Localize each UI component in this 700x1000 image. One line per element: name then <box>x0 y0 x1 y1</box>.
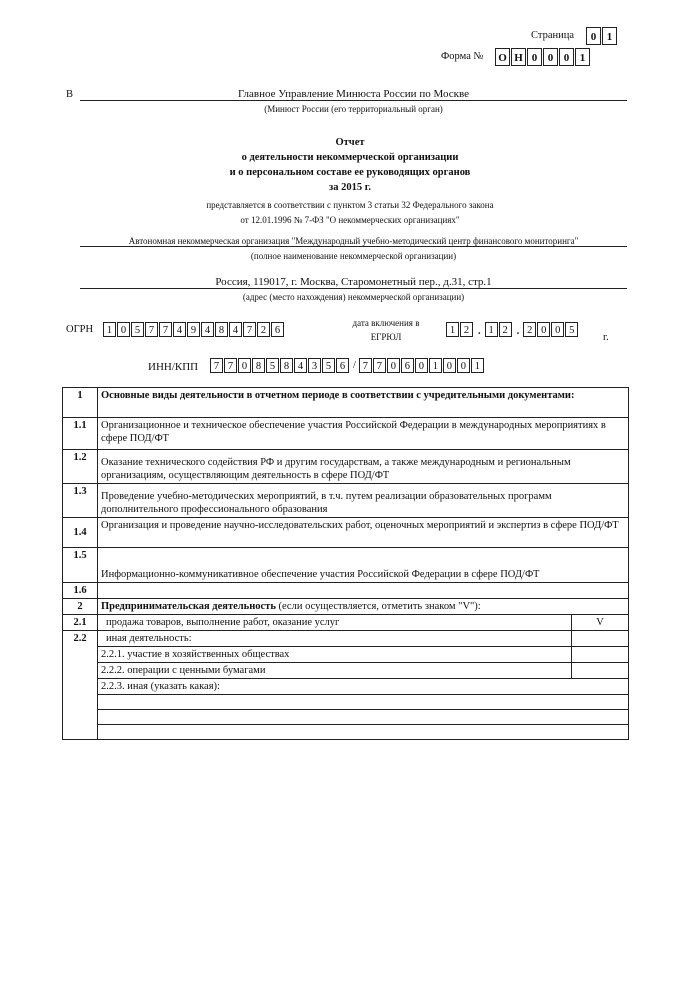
row-number: 1.6 <box>63 583 98 599</box>
title-year: за 2015 г. <box>329 182 371 193</box>
row-number: 1.2 <box>63 450 98 484</box>
inn-kpp-slash: / <box>353 360 356 371</box>
digit-cell: 8 <box>215 322 228 337</box>
table-row <box>63 418 629 450</box>
digit-cell: 0 <box>117 322 130 337</box>
digit-cell: 0 <box>238 358 251 373</box>
digit-cell: 4 <box>201 322 214 337</box>
table-row <box>63 679 629 695</box>
inn-kpp-cells <box>210 358 485 373</box>
digit-cell: Н <box>511 48 526 66</box>
form-label: Форма № <box>441 51 484 62</box>
digit-cell: 7 <box>243 322 256 337</box>
row-text: иная деятельность: <box>98 631 572 647</box>
ogrn-label: ОГРН <box>66 324 94 335</box>
egrul-label-line2: ЕГРЮЛ <box>370 332 402 342</box>
table-row <box>63 388 629 418</box>
digit-cell: 1 <box>429 358 442 373</box>
digit-cell: 5 <box>565 322 578 337</box>
row-text <box>98 583 629 599</box>
v-mark <box>572 663 629 679</box>
digit-cell: 5 <box>266 358 279 373</box>
inn-kpp-label: ИНН/КПП <box>148 361 199 373</box>
legal-basis-line2: от 12.01.1996 № 7-ФЗ "О некоммерческих организациях" <box>240 215 460 225</box>
v-mark: V <box>572 615 629 631</box>
page-label: Страница <box>531 30 575 41</box>
row-text: Организационное и техническое обеспечение участия Российской Федерации в международных мероприятиях в сфере ПОД/ФТ <box>98 418 629 450</box>
digit-cell: 0 <box>457 358 470 373</box>
organization-address: Россия, 119017, г. Москва, Старомонетный пер., д.31, стр.1 <box>80 276 627 289</box>
digit-cell: 7 <box>159 322 172 337</box>
table-row <box>63 710 629 725</box>
row-text: 2.2.2. операции с ценными бумагами <box>98 663 572 679</box>
digit-cell: 5 <box>322 358 335 373</box>
digit-cell: 7 <box>210 358 223 373</box>
title-line1: Отчет <box>335 137 365 148</box>
row-text: 2.2.3. иная (указать какая): <box>98 679 629 695</box>
digit-cell: 1 <box>602 27 617 45</box>
form-number-cells <box>495 48 591 66</box>
digit-cell: О <box>495 48 510 66</box>
digit-cell: 6 <box>336 358 349 373</box>
digit-cell: 1 <box>471 358 484 373</box>
ogrn-cells <box>103 322 285 337</box>
digit-cell: 8 <box>252 358 265 373</box>
digit-cell: 3 <box>308 358 321 373</box>
table-row <box>63 647 629 663</box>
authority-caption: (Минюст России (его территориальный орган) <box>264 104 443 114</box>
digit-cell: 7 <box>224 358 237 373</box>
digit-cell: 9 <box>187 322 200 337</box>
digit-cell: 1 <box>575 48 590 66</box>
row-text: Оказание технического содействия РФ и другим государствам, а также международным и региональным организациям, осуществляющим деятельность в сфере ПОД/ФТ <box>98 450 629 484</box>
digit-cell: 0 <box>559 48 574 66</box>
digit-cell: 5 <box>131 322 144 337</box>
egrul-date-cells <box>446 322 579 337</box>
table-row <box>63 583 629 599</box>
digit-cell: 7 <box>145 322 158 337</box>
row-text: Информационно-коммуникативное обеспечение участия Российской Федерации в сфере ПОД/ФТ <box>98 548 629 583</box>
authority-prefix: В <box>66 89 74 100</box>
organization-name-caption: (полное наименование некоммерческой организации) <box>250 251 457 261</box>
digit-cell: 0 <box>443 358 456 373</box>
row-text <box>98 599 629 615</box>
digit-cell: 2 <box>499 322 512 337</box>
digit-cell: 0 <box>387 358 400 373</box>
digit-cell: 4 <box>294 358 307 373</box>
title-line2: о деятельности некоммерческой организации <box>241 152 459 163</box>
row-text <box>98 725 629 740</box>
row-number: 1.3 <box>63 484 98 518</box>
digit-cell: 7 <box>373 358 386 373</box>
digit-cell: 6 <box>401 358 414 373</box>
row-number: 2.2 <box>63 631 98 740</box>
organization-address-caption: (адрес (место нахождения) некоммерческой организации) <box>242 292 465 302</box>
table-row <box>63 599 629 615</box>
digit-cell: 1 <box>485 322 498 337</box>
v-mark <box>572 647 629 663</box>
digit-cell: 1 <box>446 322 459 337</box>
row-text <box>98 710 629 725</box>
digit-cell: 0 <box>537 322 550 337</box>
authority-name: Главное Управление Минюста России по Москве <box>80 88 627 101</box>
row-text: продажа товаров, выполнение работ, оказание услуг <box>98 615 572 631</box>
row-number: 1.5 <box>63 548 98 583</box>
date-separator: . <box>516 326 520 337</box>
entrepreneurial-note: (если осуществляется, отметить знаком "V"): <box>275 601 481 612</box>
table-row <box>63 518 629 548</box>
table-row <box>63 631 629 647</box>
date-suffix: г. <box>603 332 609 343</box>
row-number: 1.4 <box>63 518 98 548</box>
entrepreneurial-heading: Предпринимательская деятельность <box>101 601 276 612</box>
digit-cell: 2 <box>257 322 270 337</box>
digit-cell: 6 <box>271 322 284 337</box>
digit-cell: 8 <box>280 358 293 373</box>
table-row <box>63 725 629 740</box>
page-number-cells <box>586 27 618 45</box>
digit-cell: 4 <box>229 322 242 337</box>
digit-cell: 0 <box>415 358 428 373</box>
row-number: 1 <box>63 388 98 418</box>
digit-cell: 0 <box>543 48 558 66</box>
row-text <box>98 695 629 710</box>
table-row <box>63 484 629 518</box>
egrul-label-line1: дата включения в <box>352 318 420 328</box>
digit-cell: 0 <box>586 27 601 45</box>
legal-basis-line1: представляется в соответствии с пунктом 3 статьи 32 Федерального закона <box>206 200 494 210</box>
v-mark <box>572 631 629 647</box>
digit-cell: 7 <box>359 358 372 373</box>
digit-cell: 1 <box>103 322 116 337</box>
row-number: 1.1 <box>63 418 98 450</box>
row-number: 2 <box>63 599 98 615</box>
digit-cell: 4 <box>173 322 186 337</box>
activities-table <box>62 387 629 740</box>
digit-cell: 2 <box>523 322 536 337</box>
digit-cell: 0 <box>527 48 542 66</box>
table-row <box>63 663 629 679</box>
digit-cell: 2 <box>460 322 473 337</box>
row-number: 2.1 <box>63 615 98 631</box>
row-text: 2.2.1. участие в хозяйственных обществах <box>98 647 572 663</box>
organization-name: Автономная некоммерческая организация "Международный учебно-методический центр финансового мониторинга" <box>80 236 627 247</box>
row-text: Основные виды деятельности в отчетном периоде в соответствии с учредительными документами: <box>98 388 629 418</box>
table-row <box>63 450 629 484</box>
table-row <box>63 548 629 583</box>
date-separator: . <box>478 326 481 337</box>
digit-cell: 0 <box>551 322 564 337</box>
table-row <box>63 695 629 710</box>
row-text: Проведение учебно-методических мероприятий, в т.ч. путем реализации образовательных программ дополнительного профессионального образования <box>98 484 629 518</box>
row-text: Организация и проведение научно-исследовательских работ, оценочных мероприятий и экспертиз в сфере ПОД/ФТ <box>98 518 629 548</box>
table-row <box>63 615 629 631</box>
title-line3: и о персональном составе ее руководящих органов <box>229 167 471 178</box>
